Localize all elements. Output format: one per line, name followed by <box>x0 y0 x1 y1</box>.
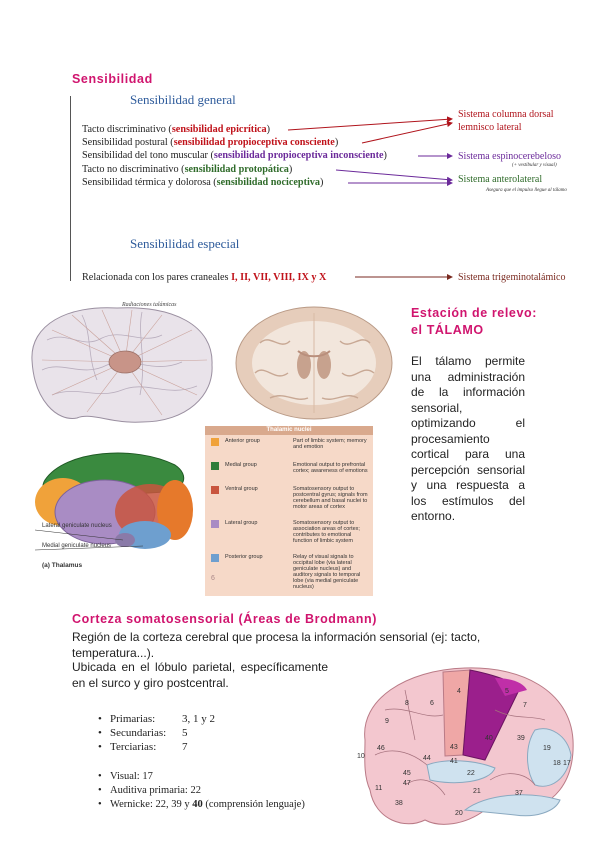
map-label: 39 <box>517 735 525 742</box>
thalamic-nuclei-table: Thalamic nuclei Anterior group Part of limbic system; memory and emotion Medial group Emotional output to prefrontal cortex; awareness of emotions Ventral group Somatosensory output to postcentral gyrus; signals from cerebellum and basal nuclei to motor areas of cortex Lateral group Somatosensory output to association areas of cortex; contributes to emotional function of limbic system Posterior group Relay of visual signals to occipital lobe (via lateral geniculate nucleus) and auditory signals to temporal lobe (via medial geniculate nucleus) 6 <box>205 426 373 596</box>
note-anterolateral: Asegura que el impulso llegue al tálamo <box>486 188 567 193</box>
thalamus-3d-illustration <box>25 440 197 570</box>
general-heading: Sensibilidad general <box>130 92 236 107</box>
line-propioceptiva-inconsciente: Sensibilidad del tono muscular (sensibilidad propioceptiva inconsciente) <box>82 150 387 161</box>
corteza-heading: Corteza somatosensorial (Áreas de Brodmann) <box>72 612 378 626</box>
label-espinocerebeloso: Sistema espinocerebeloso <box>458 151 562 162</box>
arrows-layer <box>0 0 600 300</box>
map-label: 6 <box>430 700 434 707</box>
talamo-heading-2: el TÁLAMO <box>411 323 484 337</box>
swatch-ventral <box>211 486 219 494</box>
map-label: 7 <box>523 702 527 709</box>
map-label: 5 <box>505 688 509 695</box>
swatch-lateral <box>211 520 219 528</box>
list-item: • Wernicke: 22, 39 y 40 (comprensión lenguaje) <box>98 798 318 812</box>
map-label: 20 <box>455 810 463 817</box>
brodmann-area-list <box>98 712 298 754</box>
map-label: 47 <box>403 780 411 787</box>
map-label: 41 <box>450 758 458 765</box>
label-radiaciones: Radiaciones talámicas <box>122 302 177 308</box>
thalamus-caption: (a) Thalamus <box>42 562 83 569</box>
nuclei-table-title: Thalamic nuclei <box>205 426 373 435</box>
line-epicritica: Tacto discriminativo (sensibilidad epicrítica) <box>82 124 271 135</box>
swatch-posterior <box>211 554 219 562</box>
map-label: 10 <box>357 753 365 760</box>
label-trigeminotalamico: Sistema trigeminotalámico <box>458 272 566 283</box>
corteza-line2: Ubicada en el lóbulo parietal, específicamente en el surco y giro postcentral. <box>72 660 328 690</box>
other-area-list <box>98 770 318 812</box>
talamo-heading-1: Estación de relevo: <box>411 306 538 320</box>
map-label: 8 <box>405 700 409 707</box>
swatch-medial <box>211 462 219 470</box>
line-protopatica: Tacto no discriminativo (sensibilidad protopática) <box>82 164 293 175</box>
line-pares-craneales: Relacionada con los pares craneales I, II, VII, VIII, IX y X <box>82 272 327 283</box>
list-item: • Primarias: 3, 1 y 2 <box>98 712 298 726</box>
line-propioceptiva-consciente: Sensibilidad postural (sensibilidad propioceptiva consciente) <box>82 137 339 148</box>
label-lgn: Lateral geniculate nucleus <box>42 523 112 529</box>
list-item: • Visual: 17 <box>98 770 318 784</box>
map-label: 19 <box>543 745 551 752</box>
map-label: 43 <box>450 744 458 751</box>
map-label: 44 <box>423 755 431 762</box>
brodmann-map-labels <box>345 660 577 840</box>
map-label: 9 <box>385 718 389 725</box>
label-lemnisco: lemnisco lateral <box>458 122 522 133</box>
corteza-line1: Región de la corteza cerebral que procesa la información sensorial (ej: tacto, temperatura...). <box>72 630 481 660</box>
map-label: 46 <box>377 745 385 752</box>
brain-axial-section <box>230 303 398 423</box>
list-item: • Secundarias: 5 <box>98 726 298 740</box>
map-label: 11 <box>375 785 383 792</box>
map-label: 45 <box>403 770 411 777</box>
label-mgn: Medial geniculate nucleus <box>42 543 112 549</box>
table-number: 6 <box>211 575 215 582</box>
list-item: • Auditiva primaria: 22 <box>98 784 318 798</box>
label-anterolateral: Sistema anterolateral <box>458 174 543 185</box>
map-label: 38 <box>395 800 403 807</box>
note-espinocerebeloso: (+ vestibular y visual) <box>512 163 557 168</box>
list-item: • Terciarias: 7 <box>98 740 298 754</box>
line-nociceptiva: Sensibilidad térmica y dolorosa (sensibilidad nociceptiva) <box>82 177 324 188</box>
map-label: 37 <box>515 790 523 797</box>
map-label: 18 <box>553 760 561 767</box>
swatch-anterior <box>211 438 219 446</box>
map-label: 4 <box>457 688 461 695</box>
especial-heading: Sensibilidad especial <box>130 236 240 251</box>
map-label: 22 <box>467 770 475 777</box>
section-title-sensibilidad: Sensibilidad <box>72 72 153 86</box>
label-columna-dorsal: Sistema columna dorsal <box>458 109 554 120</box>
map-label: 17 <box>563 760 571 767</box>
brain-radiations-illustration <box>22 300 222 428</box>
talamo-body: El tálamo permite una administración de la información sensorial, optimizando el procesamiento cortical para una percepción sensorial y una respuesta a los estímulos del entorno. <box>411 354 525 523</box>
map-label: 40 <box>485 735 493 742</box>
map-label: 21 <box>473 788 481 795</box>
